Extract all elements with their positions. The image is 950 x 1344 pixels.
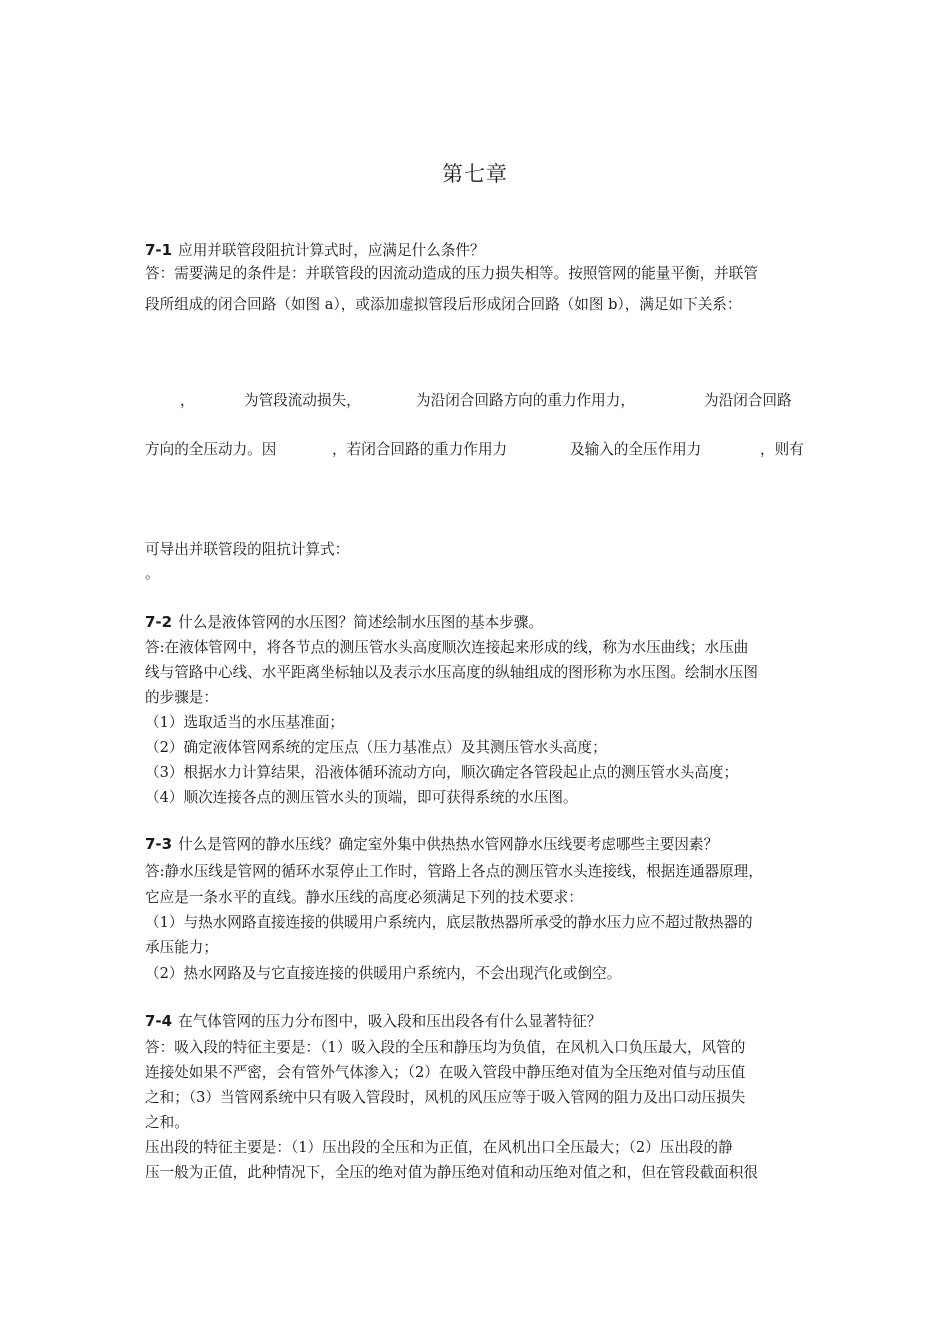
answer-line: 答：吸入段的特征主要是：（1）吸入段的全压和静压均为负值，在风机入口负压最大，风管的 — [145, 1039, 746, 1056]
question-number: 7-3 — [145, 835, 173, 853]
answer-line: （1）与热水网路直接连接的供暖用户系统内，底层散热器所承受的静水压力应不超过散热器的 — [145, 914, 753, 931]
answer-line: （4）顺次连接各点的测压管水头的顶端，即可获得系统的水压图。 — [145, 789, 578, 806]
answer-line: 它应是一条水平的直线。静水压线的高度必须满足下列的技术要求： — [145, 889, 583, 906]
formula-gap-text: 方向的全压动力。因 — [145, 441, 277, 458]
answer-line: （3）根据水力计算结果，沿液体循环流动方向，顺次确定各管段起止点的测压管水头高度； — [145, 764, 739, 781]
answer-line: 可导出并联管段的阻抗计算式： — [145, 541, 350, 558]
question-text: 应用并联管段阻抗计算式时，应满足什么条件？ — [178, 242, 485, 259]
formula-gap-text: 为沿闭合回路方向的重力作用力， — [416, 392, 635, 409]
question-number: 7-4 — [145, 1012, 173, 1030]
formula-gap-text: 及输入的全压作用力 — [570, 441, 702, 458]
question-7-4 — [145, 1009, 601, 1034]
answer-line: 承压能力； — [145, 939, 218, 956]
answer-line: 之和；（3）当管网系统中只有吸入管段时，风机的风压应等于吸入管网的阻力及出口动压损失 — [145, 1089, 746, 1106]
question-text: 什么是管网的静水压线？确定室外集中供热热水管网静水压线要考虑哪些主要因素？ — [178, 836, 719, 853]
formula-gap-text: ， — [180, 392, 195, 409]
answer-line: 段所组成的闭合回路（如图 a），或添加虚拟管段后形成闭合回路（如图 b），满足如下关系： — [145, 296, 742, 313]
answer-line: 线与管路中心线、水平距离坐标轴以及表示水压高度的纵轴组成的图形称为水压图。绘制水压图 — [145, 664, 758, 681]
formula-gap-text: ，若闭合回路的重力作用力 — [332, 441, 508, 458]
answer-line: 连接处如果不严密，会有管外气体渗入；（2）在吸入管段中静压绝对值为全压绝对值与动压值 — [145, 1064, 746, 1081]
answer-line: 之和。 — [145, 1114, 189, 1131]
question-7-2 — [145, 610, 543, 635]
chapter-title: 第七章 — [442, 162, 508, 186]
formula-gap-text: 为管段流动损失， — [244, 392, 361, 409]
answer-line: 答:静水压线是管网的循环水泵停止工作时，管路上各点的测压管水头连接线，根据连通器原理， — [145, 863, 763, 880]
answer-line: （1）选取适当的水压基准面； — [145, 714, 345, 731]
answer-line: （2）热水网路及与它直接连接的供暖用户系统内，不会出现汽化或倒空。 — [145, 965, 622, 982]
formula-gap-text: ，则有 — [760, 441, 804, 458]
question-text: 在气体管网的压力分布图中，吸入段和压出段各有什么显著特征？ — [178, 1013, 602, 1030]
formula-gap-text: 为沿闭合回路 — [704, 392, 792, 409]
question-number: 7-1 — [145, 241, 173, 259]
answer-line: 答：需要满足的条件是：并联管段的因流动造成的压力损失相等。按照管网的能量平衡，并联管 — [145, 265, 758, 282]
question-number: 7-2 — [145, 613, 173, 631]
question-text: 什么是液体管网的水压图？简述绘制水压图的基本步骤。 — [178, 614, 543, 631]
question-7-1 — [145, 238, 485, 263]
answer-line: 。 — [145, 565, 160, 582]
question-7-3 — [145, 832, 718, 857]
answer-line: 压一般为正值，此种情况下，全压的绝对值为静压绝对值和动压绝对值之和，但在管段截面积很 — [145, 1164, 758, 1181]
answer-line: 答:在液体管网中，将各节点的测压管水头高度顺次连接起来形成的线，称为水压曲线；水压曲 — [145, 639, 749, 656]
answer-line: 压出段的特征主要是：（1）压出段的全压和为正值，在风机出口全压最大；（2）压出段的静 — [145, 1139, 733, 1156]
answer-line: 的步骤是： — [145, 689, 218, 706]
answer-line: （2）确定液体管网系统的定压点（压力基准点）及其测压管水头高度； — [145, 739, 607, 756]
